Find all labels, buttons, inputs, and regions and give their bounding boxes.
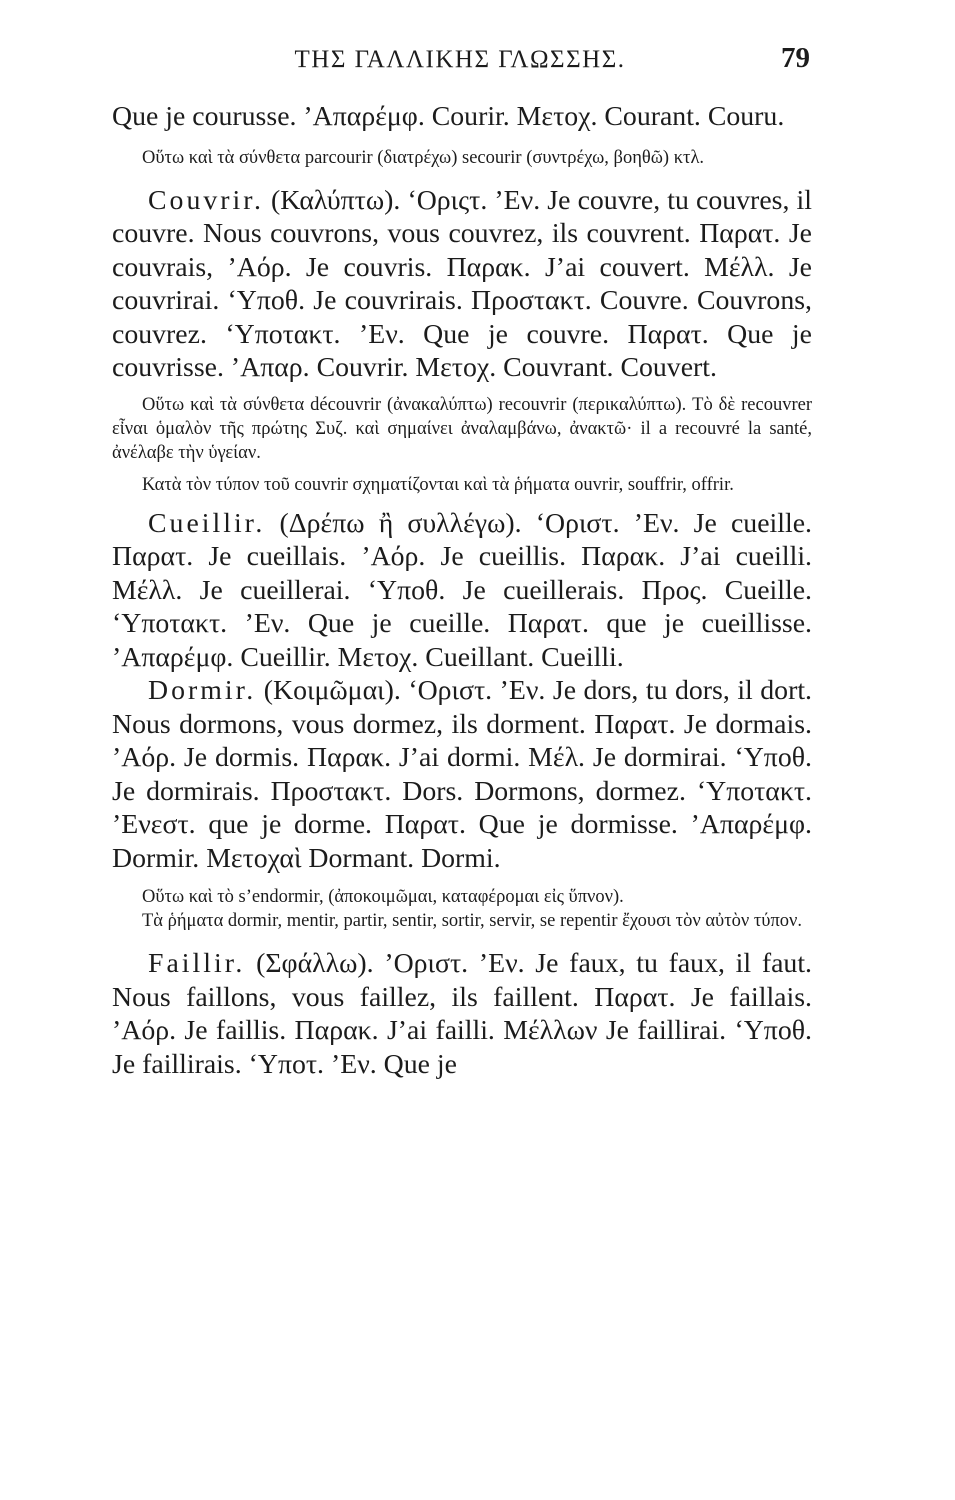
entry-headword: Faillir. [148, 948, 246, 979]
running-title: ΤΗΣ ΓΑΛΛΙΚΗΣ ΓΛΩΣΣΗΣ. [294, 46, 626, 73]
entry-headword: Couvrir. [148, 184, 264, 216]
entry-body: (Δρέπω ἢ συλλέγω). ‘Οριστ. ’Εν. Je cueille. Παρατ. Je cueillais. ’Αόρ. Je cueillis. Παρακ. J’ai cueilli. Μέλλ. Je cueillerai. ‘Υποθ. Je cueillerais. Προς. Cueille. ‘Υποτακτ. ’Εν. Que je cueille. Παρατ. que je cueillisse. ’Απαρέμφ. Cueillir. Μετοχ. Cueillant. Cueilli. [112, 507, 812, 673]
note-compounds-couvrir: Οὕτω καὶ τὰ σύνθετα découvrir (ἀνακαλύπτω) recouvrir (περικαλύπτω). Τὸ δὲ recouvrer εἶναι ὁμαλὸν τῆς πρώτης Συζ. καὶ σημαίνει ἀναλαμβάνω, ἀνακτῶ· il a recouvré la santé, ἀνέλαβε τὴν ὑγείαν. [112, 394, 812, 463]
entry-headword: Cueillir. [148, 507, 266, 539]
entry-body: (Σφάλλω). ’Οριστ. ’Εν. Je faux, tu faux, il faut. Nous faillons, vous faillez, ils faillent. Παρατ. Je faillais. ’Αόρ. Je faillis. Παρακ. J’ai failli. Μέλλων Je faillirai. ‘Υποθ. Je faillirais. ‘Υποτ. ’Εν. Que je [112, 948, 812, 1080]
entry-cueillir [112, 507, 812, 675]
entry-headword: Dormir. [148, 675, 257, 706]
paragraph-courir-end: Que je courusse. ’Απαρέμφ. Courir. Μετοχ. Courant. Couru. [112, 101, 785, 132]
note-compounds-courir: Οὕτω καὶ τὰ σύνθετα parcourir (διατρέχω) secourir (συντρέχω, βοηθῶ) κτλ. [142, 147, 705, 168]
entry-dormir [112, 674, 812, 875]
running-header [110, 42, 810, 82]
note-endormir: Οὕτω καὶ τὸ s’endormir, (ἀποκοιμῶμαι, καταφέρομαι εἰς ὕπνον). [142, 887, 624, 907]
entry-faillir [112, 947, 812, 1081]
note-pattern-couvrir: Κατὰ τὸν τύπον τοῦ couvrir σχηματίζονται καὶ τὰ ῥήματα ouvrir, souffrir, offrir. [142, 474, 734, 495]
entry-couvrir [112, 184, 812, 385]
page-number: 79 [781, 42, 810, 74]
body-text [112, 100, 812, 1081]
entry-body: (Κοιμῶμαι). ‘Οριστ. ’Εν. Je dors, tu dors, il dort. Nous dormons, vous dormez, ils dorment. Παρατ. Je dormais. ’Αόρ. Je dormis. Παρακ. J’ai dormi. Μέλ. Je dormirai. ‘Υποθ. Je dormirais. Προστακτ. Dors. Dormons, dormez. ‘Υποτακτ. ’Ενεστ. que je dorme. Παρατ. Que je dormisse. ’Απαρέμφ. Dormir. Μετοχαὶ Dormant. Dormi. [112, 675, 812, 874]
entry-body: (Καλύπτω). ‘Οριςτ. ’Εν. Je couvre, tu couvres, il couvre. Nous couvrons, vous couvrez, ils couvrent. Παρατ. Je couvrais, ’Αόρ. Je couvris. Παρακ. J’ai couvert. Μέλλ. Je couvrirai. ‘Υποθ. Je couvrirais. Προστακτ. Couvre. Couvrons, couvrez. ‘Υποτακτ. ’Εν. Que je couvre. Παρατ. Que je couvrisse. ’Απαρ. Couvrir. Μετοχ. Couvrant. Couvert. [112, 184, 812, 383]
note-pattern-dormir: Τὰ ῥήματα dormir, mentir, partir, sentir, sortir, servir, se repentir ἔχουσι τὸν αὐτὸν τύπον. [142, 911, 803, 931]
